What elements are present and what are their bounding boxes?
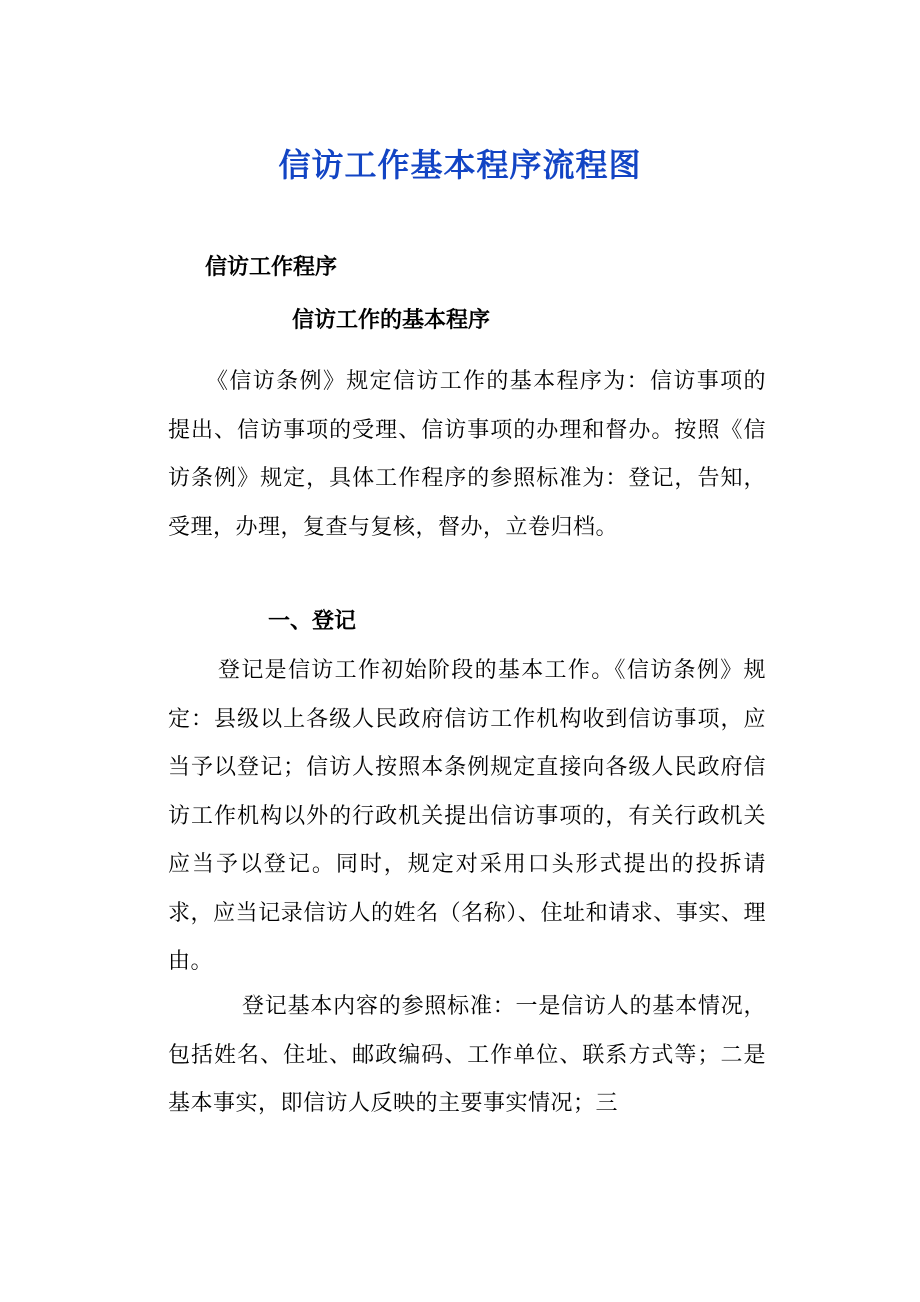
sub-heading: 信访工作的基本程序 [292,307,491,333]
registration-paragraph: 登记是信访工作初始阶段的基本工作。《信访条例》规定：县级以上各级人民政府信访工作机构收到信访事项，应当予以登记；信访人按照本条例规定直接向各级人民政府信访工作机构以外的行政机关提出信访事项的，有关行政机关应当予以登记。同时，规定对采用口头形式提出的投拆请求，应当记录信访人的姓名（名称）、住址和请求、事实、理由。 [168,658,766,974]
registration-standard-paragraph: 登记基本内容的参照标准：一是信访人的基本情况，包括姓名、住址、邮政编码、工作单位、联系方式等；二是基本事实，即信访人反映的主要事实情况；三 [168,994,766,1116]
intro-paragraph: 《信访条例》规定信访工作的基本程序为：信访事项的提出、信访事项的受理、信访事项的办理和督办。按照《信访条例》规定，具体工作程序的参照标准为：登记，告知，受理，办理，复查与复核，督办，立卷归档。 [168,369,766,540]
document-title: 信访工作基本程序流程图 [278,146,642,184]
section-heading: 信访工作程序 [205,254,338,280]
item-heading-registration: 一、登记 [268,608,357,634]
